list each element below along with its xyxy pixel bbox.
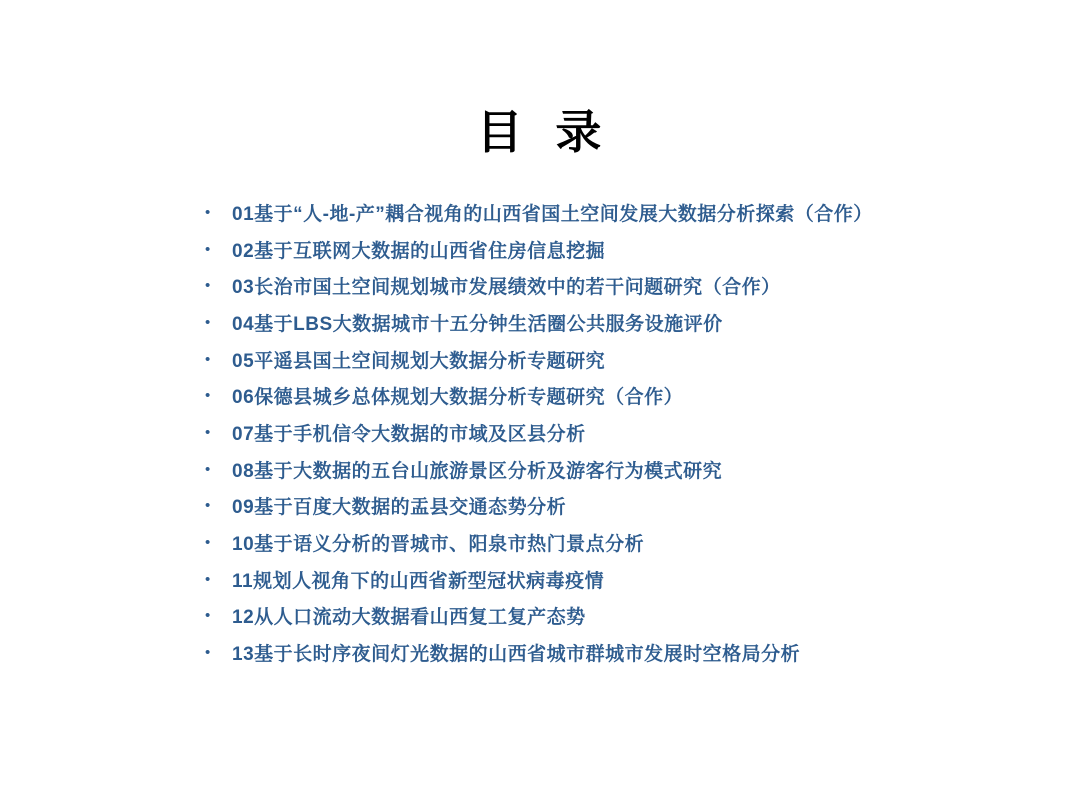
toc-item-label: 06保德县城乡总体规划大数据分析专题研究（合作）	[232, 387, 684, 409]
page-title: 目 录	[476, 106, 604, 158]
toc-item-label: 03长治市国土空间规划城市发展绩效中的若干问题研究（合作）	[232, 277, 781, 299]
toc-item	[205, 267, 1080, 304]
toc-item-label: 11规划人视角下的山西省新型冠状病毒疫情	[232, 570, 605, 592]
toc-item-label: 01基于“人-地-产”耦合视角的山西省国土空间发展大数据分析探索（合作）	[232, 203, 873, 225]
bullet-icon: •	[205, 313, 211, 331]
bullet-icon: •	[205, 607, 211, 625]
toc-item	[205, 194, 1080, 231]
bullet-icon: •	[205, 203, 211, 221]
toc-item	[205, 451, 1080, 488]
toc-item	[205, 598, 1080, 635]
bullet-icon: •	[205, 497, 211, 515]
bullet-icon: •	[205, 240, 211, 258]
bullet-icon: •	[205, 644, 211, 662]
toc-item	[205, 304, 1080, 341]
toc-item	[205, 231, 1080, 268]
bullet-icon: •	[205, 387, 211, 405]
toc-item-label: 05平遥县国土空间规划大数据分析专题研究	[232, 350, 606, 372]
toc-list	[0, 194, 1080, 671]
toc-item-label: 13基于长时序夜间灯光数据的山西省城市群城市发展时空格局分析	[232, 644, 801, 666]
bullet-icon: •	[205, 460, 211, 478]
toc-item	[205, 634, 1080, 671]
toc-item	[205, 561, 1080, 598]
toc-item-label: 04基于LBS大数据城市十五分钟生活圈公共服务设施评价	[232, 313, 723, 335]
toc-item-label: 07基于手机信令大数据的市域及区县分析	[232, 423, 586, 445]
toc-item-label: 08基于大数据的五台山旅游景区分析及游客行为模式研究	[232, 460, 723, 482]
toc-item-label: 02基于互联网大数据的山西省住房信息挖掘	[232, 240, 606, 262]
bullet-icon: •	[205, 570, 211, 588]
toc-item-label: 10基于语义分析的晋城市、阳泉市热门景点分析	[232, 534, 645, 556]
bullet-icon: •	[205, 277, 211, 295]
toc-item	[205, 341, 1080, 378]
toc-item-label: 09基于百度大数据的盂县交通态势分析	[232, 497, 567, 519]
bullet-icon: •	[205, 534, 211, 552]
toc-item	[205, 524, 1080, 561]
toc-item	[205, 488, 1080, 525]
toc-item-label: 12从人口流动大数据看山西复工复产态势	[232, 607, 586, 629]
toc-item	[205, 377, 1080, 414]
bullet-icon: •	[205, 350, 211, 368]
toc-item	[205, 414, 1080, 451]
bullet-icon: •	[205, 423, 211, 441]
